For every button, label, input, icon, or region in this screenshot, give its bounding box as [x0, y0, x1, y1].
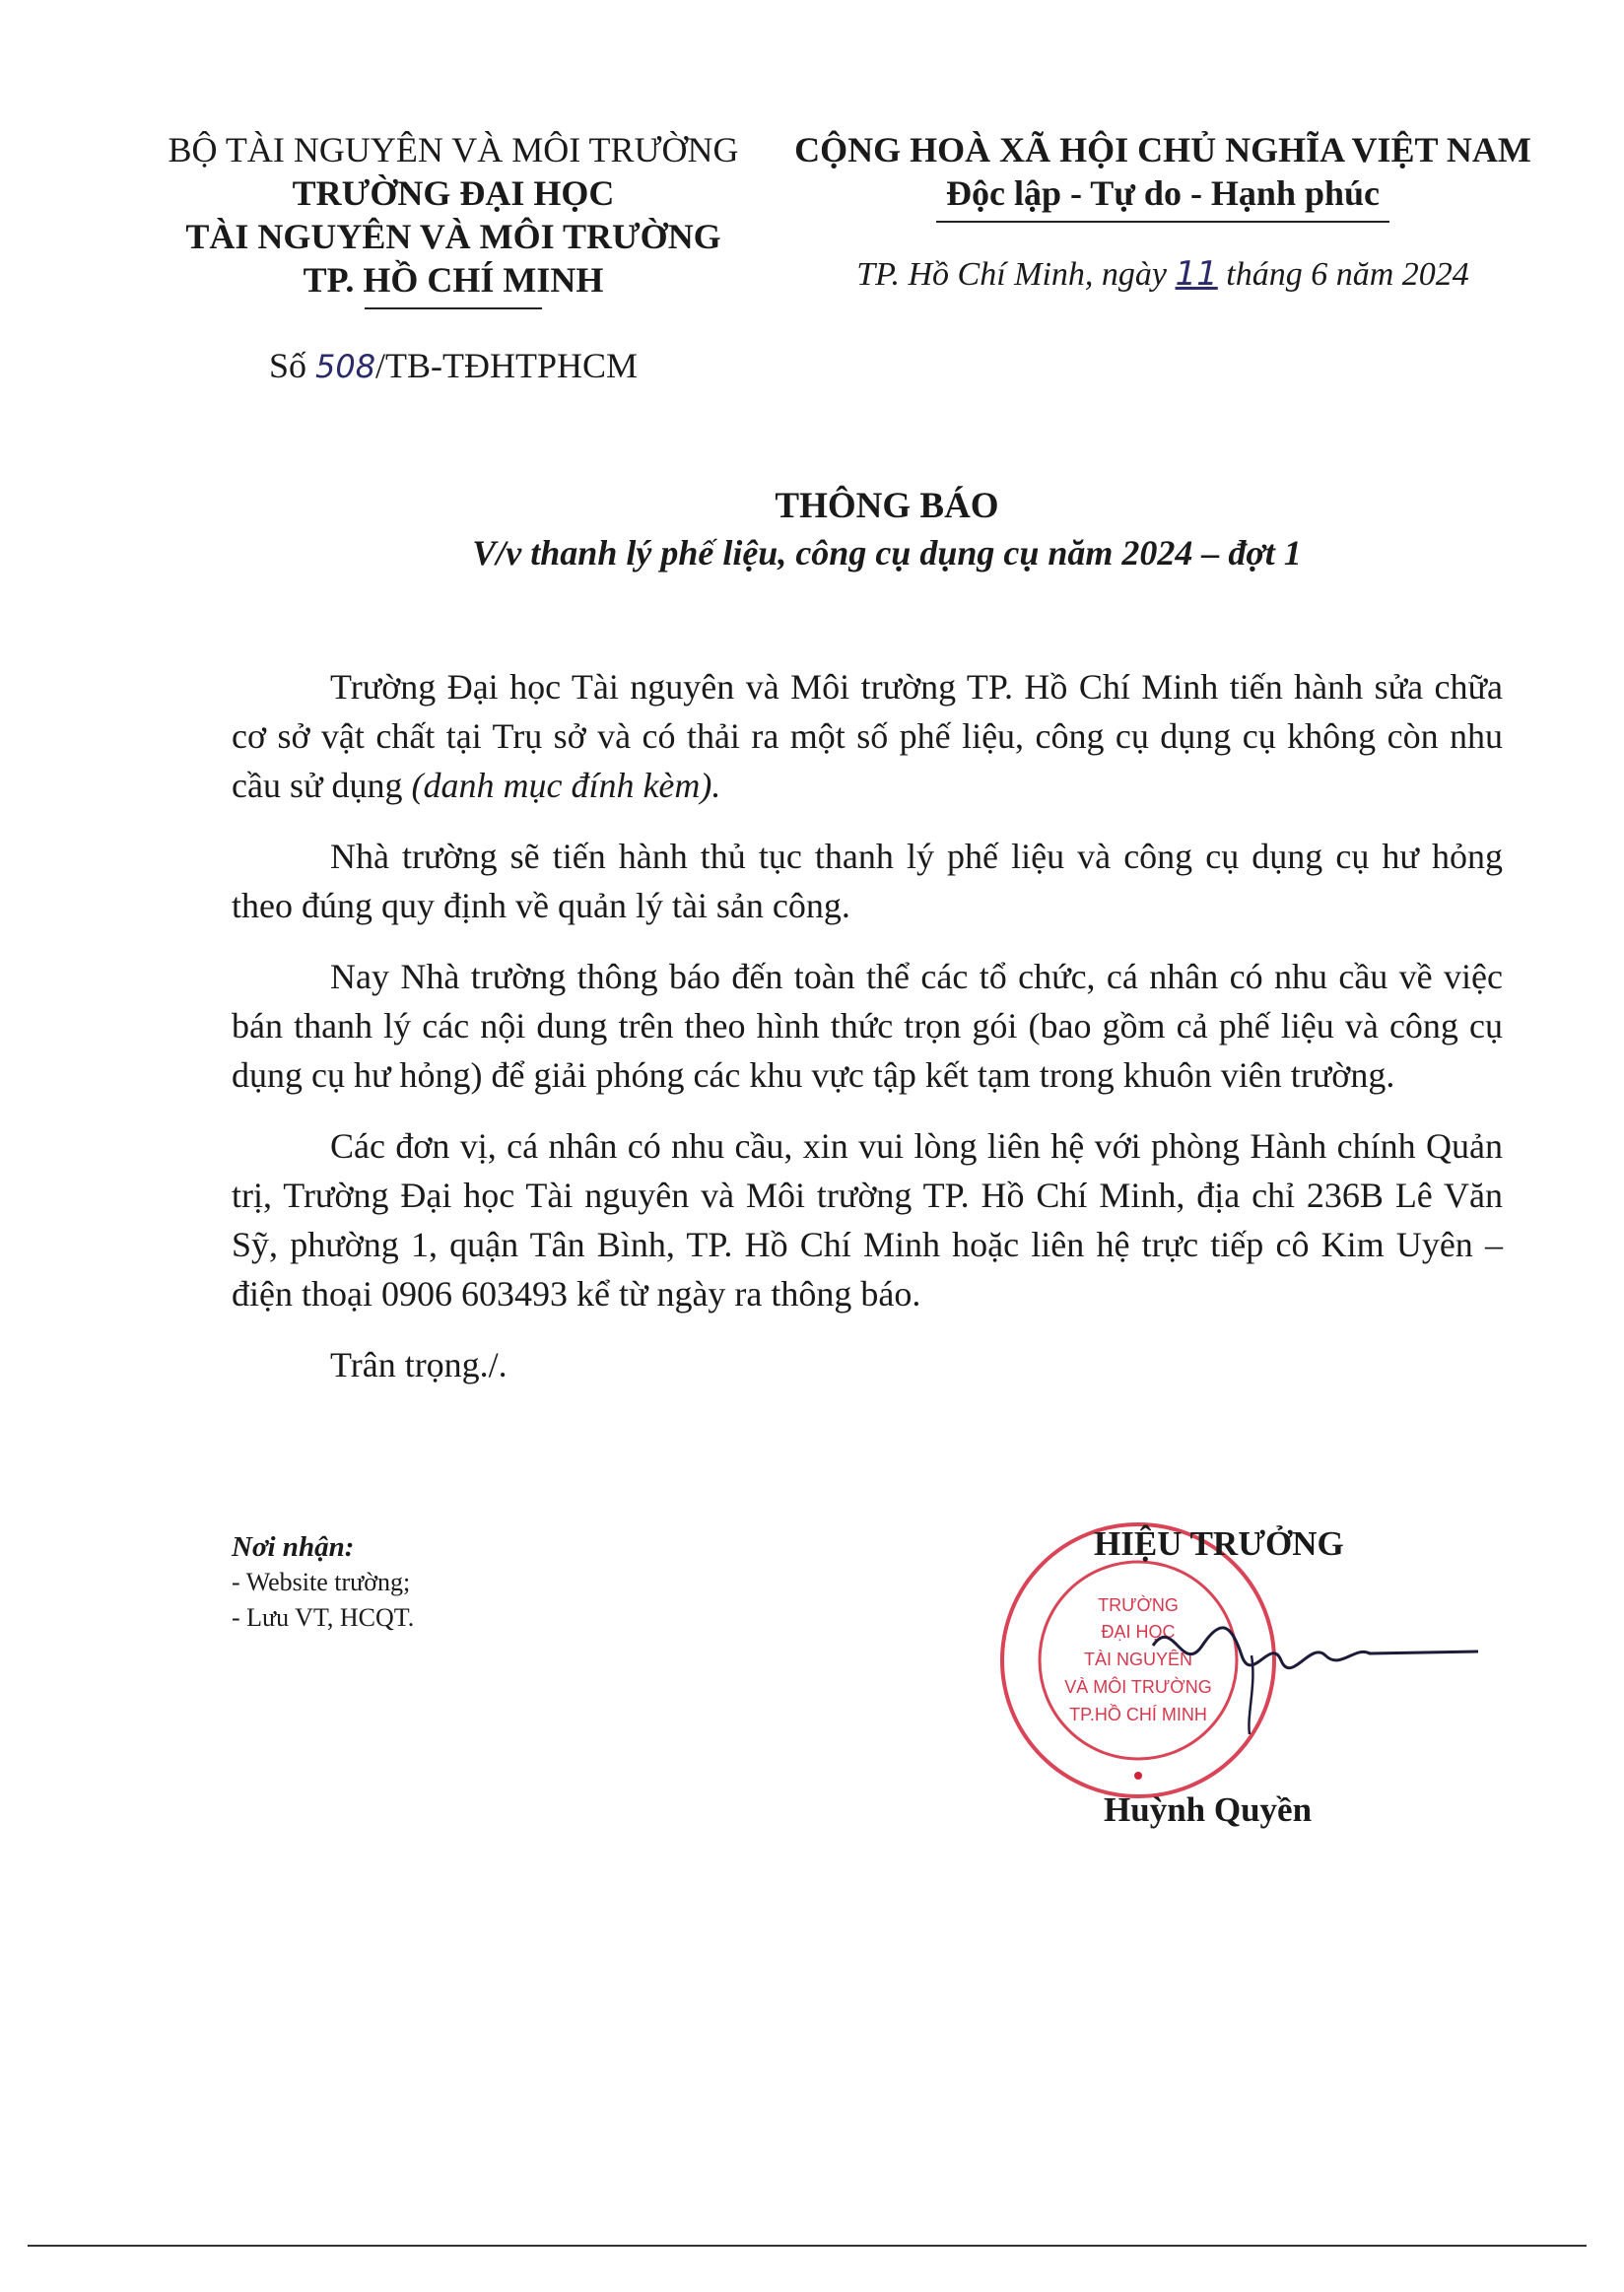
university-name-line1: TRƯỜNG ĐẠI HỌC: [292, 173, 615, 213]
page-bottom-rule: [28, 2245, 1587, 2247]
body-paragraph-3: Nay Nhà trường thông báo đến toàn thể các tổ chức, cá nhân có nhu cầu về việc bán thanh lý các nội dung trên theo hình thức trọn gói (bao gồm cả phế liệu và công cụ dụng cụ hư hỏng) để giải phóng các khu vực tập kết tạm trong khuôn viên trường.: [232, 957, 1503, 1095]
title-heading: THÔNG BÁO: [775, 486, 999, 526]
body-paragraph-4: Các đơn vị, cá nhân có nhu cầu, xin vui lòng liên hệ với phòng Hành chính Quản trị, Trường Đại học Tài nguyên và Môi trường TP. Hồ Chí Minh, địa chỉ 236B Lê Văn Sỹ, phường 1, quận Tân Bình, TP. Hồ Chí Minh hoặc liên hệ trực tiếp cô Kim Uyên – điện thoại 0906 603493 kể từ ngày ra thông báo.: [232, 1126, 1503, 1314]
recipient-item: - Website trường;: [232, 1568, 411, 1596]
country-name: CỘNG HOÀ XÃ HỘI CHỦ NGHĨA VIỆT NAM: [794, 130, 1531, 169]
national-motto: Độc lập - Tự do - Hạnh phúc: [945, 173, 1381, 213]
closing-line: Trân trọng./.: [330, 1345, 508, 1384]
date-line: [778, 254, 1547, 294]
issuer-header: [148, 128, 759, 309]
ministry-name: BỘ TÀI NGUYÊN VÀ MÔI TRƯỜNG: [168, 130, 739, 169]
recipients-label: Nơi nhận:: [232, 1531, 355, 1563]
date-day-handwritten: 11: [1175, 254, 1218, 294]
seal-text: TRƯỜNG: [1098, 1595, 1179, 1615]
header-right-divider: [936, 221, 1389, 223]
doc-number-suffix: /TB-TĐHTPHCM: [375, 346, 639, 385]
doc-number-handwritten: 508: [314, 348, 376, 385]
university-name-line2: TÀI NGUYÊN VÀ MÔI TRƯỜNG: [185, 217, 721, 256]
seal-text: ĐẠI HỌC: [1101, 1622, 1176, 1642]
date-suffix: tháng 6 năm 2024: [1226, 256, 1469, 293]
body-paragraph-1-italic: (danh mục đính kèm).: [411, 766, 721, 805]
recipient-item: - Lưu VT, HCQT.: [232, 1603, 415, 1632]
seal-text: TP.HỒ CHÍ MINH: [1069, 1705, 1207, 1724]
signer-name: Huỳnh Quyền: [1104, 1790, 1313, 1829]
signer-title: HIỆU TRƯỞNG: [1094, 1524, 1344, 1563]
handwritten-signature: [1133, 1586, 1488, 1744]
body-paragraph-2: Nhà trường sẽ tiến hành thủ tục thanh lý phế liệu và công cụ dụng cụ hư hỏng theo đúng quy định về quản lý tài sản công.: [232, 837, 1503, 925]
doc-number-prefix: Số: [268, 346, 306, 385]
seal-text: VÀ MÔI TRƯỜNG: [1064, 1677, 1212, 1697]
university-city: TP. HỒ CHÍ MINH: [303, 260, 604, 300]
document-body: [232, 662, 1503, 1411]
body-paragraph-1-text: Trường Đại học Tài nguyên và Môi trường TP. Hồ Chí Minh tiến hành sửa chữa cơ sở vật chất tại Trụ sở và có thải ra một số phế liệu, công cụ dụng cụ không còn nhu cầu sử dụng: [232, 667, 1503, 805]
document-title: [237, 483, 1537, 575]
national-header: [778, 128, 1547, 223]
date-prefix: TP. Hồ Chí Minh, ngày: [856, 256, 1168, 293]
title-subject: V/v thanh lý phế liệu, công cụ dụng cụ năm 2024 – đợt 1: [472, 533, 1302, 573]
header-left-divider: [365, 307, 542, 309]
recipients-block: [232, 1529, 724, 1636]
seal-text: TÀI NGUYÊN: [1083, 1650, 1193, 1669]
body-paragraph-1: [232, 662, 1503, 810]
document-number: [148, 345, 759, 386]
